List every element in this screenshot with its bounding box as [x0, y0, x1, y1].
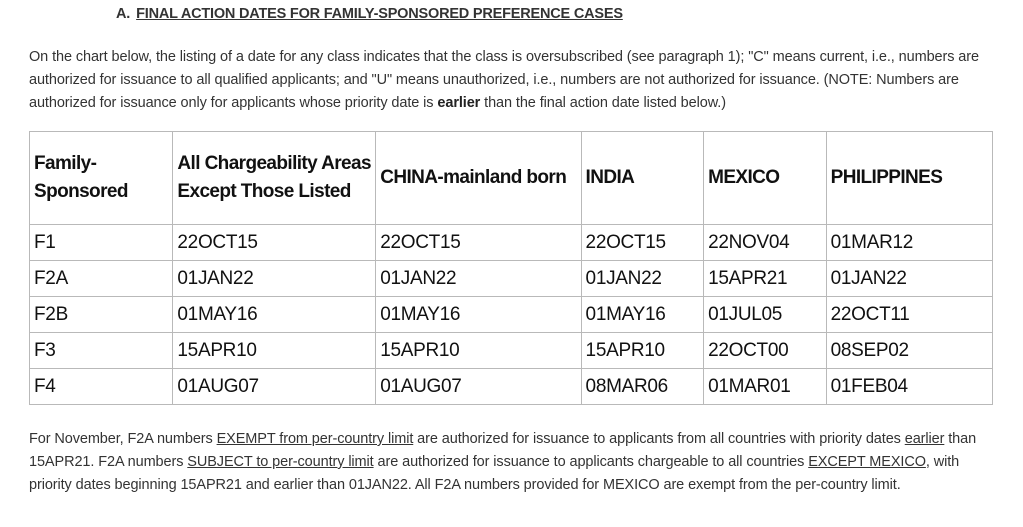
table-cell: 15APR10: [376, 333, 581, 369]
exempt-link-text: EXEMPT from per-country limit: [216, 431, 414, 447]
section-heading: [116, 6, 623, 22]
table-cell: 22OCT00: [704, 333, 827, 369]
intro-text-end: than the final action date listed below.): [480, 95, 726, 111]
earlier-underlined: earlier: [904, 431, 945, 447]
except-mexico-underlined: EXCEPT MEXICO: [808, 454, 926, 470]
table-cell: F1: [30, 225, 173, 261]
table-cell: 22NOV04: [704, 225, 827, 261]
header-family-sponsored: Family-Sponsored: [30, 132, 173, 225]
table-row: [30, 261, 993, 297]
table-row: [30, 297, 993, 333]
table-cell: 01FEB04: [826, 369, 992, 405]
table-cell: 22OCT15: [173, 225, 376, 261]
header-philippines: PHILIPPINES: [826, 132, 992, 225]
table-cell: 08MAR06: [581, 369, 704, 405]
table-cell: 22OCT15: [376, 225, 581, 261]
table-row: [30, 333, 993, 369]
table-cell: 01JAN22: [581, 261, 704, 297]
section-prefix: A.: [116, 6, 131, 22]
table-cell: 01AUG07: [173, 369, 376, 405]
table-cell: 01MAR01: [704, 369, 827, 405]
table-header-row: [30, 132, 993, 225]
table-cell: 01JAN22: [173, 261, 376, 297]
footer-text: are authorized for issuance to applicants from all countries with priority dates: [413, 431, 905, 447]
table-cell: F2B: [30, 297, 173, 333]
table-cell: 15APR10: [173, 333, 376, 369]
intro-text: On the chart below, the listing of a date for any class indicates that the class is oversubscribed (see paragraph 1); "C" means current, i.e., numbers are authorized for issuance to all qualified applicants; and "U" means unauthorized, i.e., numbers are not authorized for issuance. (NOTE: Numbers are authorized for issuance only for applicants whose priority date is: [29, 49, 979, 111]
table-cell: 01MAR12: [826, 225, 992, 261]
footer-text: than 15APR21. F2A numbers: [29, 431, 977, 470]
table-cell: 08SEP02: [826, 333, 992, 369]
subject-link-text: SUBJECT to per-country limit: [187, 454, 374, 470]
intro-emphasis: earlier: [437, 95, 481, 111]
footer-text: are authorized for issuance to applicants chargeable to all countries: [373, 454, 809, 470]
table-cell: 15APR21: [704, 261, 827, 297]
table-cell: 01JAN22: [376, 261, 581, 297]
table-cell: 01JUL05: [704, 297, 827, 333]
table-row: [30, 225, 993, 261]
footer-text: For November, F2A numbers: [29, 431, 217, 447]
header-india: INDIA: [581, 132, 704, 225]
table-cell: F3: [30, 333, 173, 369]
table-cell: F2A: [30, 261, 173, 297]
header-china: CHINA-mainland born: [376, 132, 581, 225]
footer-text: , with priority dates beginning 15APR21 and earlier than 01JAN22. All F2A numbers provided for MEXICO are exempt from the per-country limit.: [29, 454, 960, 493]
table-cell: 01JAN22: [826, 261, 992, 297]
final-action-dates-table: [29, 131, 993, 405]
header-all-chargeability: All Chargeability Areas Except Those Listed: [173, 132, 376, 225]
table-cell: 01MAY16: [581, 297, 704, 333]
table-cell: 15APR10: [581, 333, 704, 369]
intro-paragraph: [29, 46, 989, 115]
section-title: FINAL ACTION DATES FOR FAMILY-SPONSORED PREFERENCE CASES: [136, 6, 623, 22]
table-cell: 01MAY16: [173, 297, 376, 333]
header-mexico: MEXICO: [704, 132, 827, 225]
table-cell: 22OCT15: [581, 225, 704, 261]
footer-paragraph: [29, 428, 999, 497]
table-cell: F4: [30, 369, 173, 405]
table-cell: 01MAY16: [376, 297, 581, 333]
table-row: [30, 369, 993, 405]
table-cell: 01AUG07: [376, 369, 581, 405]
table-cell: 22OCT11: [826, 297, 992, 333]
